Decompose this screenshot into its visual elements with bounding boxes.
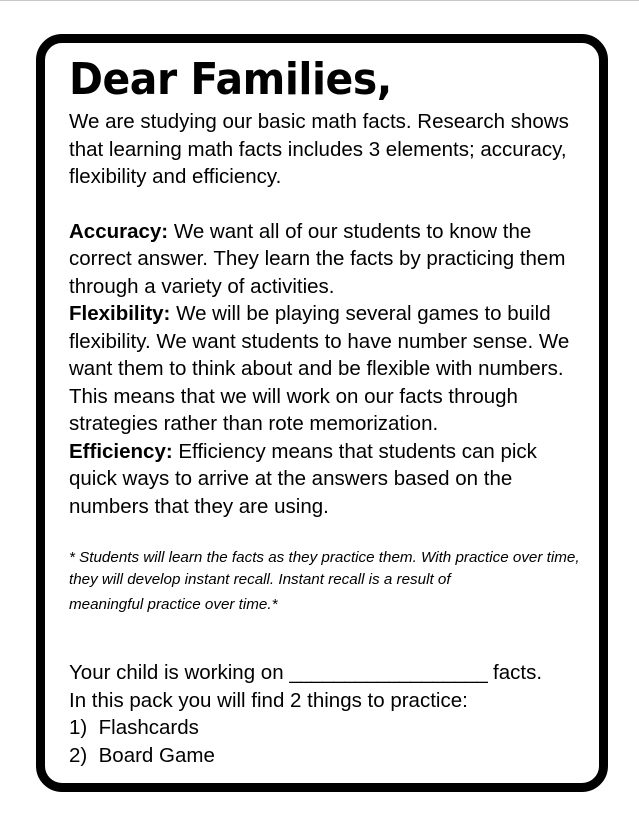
list-item: 2) Board Game [69, 744, 215, 767]
section-accuracy-label: Accuracy: [69, 219, 169, 243]
letter-frame [36, 34, 608, 792]
letter-content [69, 54, 587, 770]
working-on-line [69, 659, 587, 687]
section-accuracy-text: We want all of our students to know the correct answer. They learn the facts by practicing them through a variety of activities. [69, 219, 566, 298]
footnote-line-3: meaningful practice over time.* [69, 596, 278, 613]
section-efficiency-label: Efficiency: [69, 439, 173, 463]
section-flexibility [69, 300, 587, 438]
section-efficiency [69, 438, 587, 521]
footnote-paragraph [69, 547, 587, 618]
list-item: 1) Flashcards [69, 716, 199, 739]
paragraph-spacer [69, 191, 587, 218]
intro-paragraph: We are studying our basic math facts. Research shows that learning math facts includes 3 elements; accuracy, flexibility and efficiency. [69, 110, 569, 188]
closing-top-spacer-2 [69, 645, 587, 659]
working-on-suffix: facts. [487, 661, 543, 684]
section-flexibility-text: We will be playing several games to build flexibility. We want students to have number sense. We want them to think about and be flexible with numbers. This means that we will work on our facts through strategies rather than rote memorization. [69, 302, 570, 435]
page-title: Dear Families, [69, 54, 392, 105]
closing-top-spacer [69, 618, 587, 645]
footnote-line-1: * Students will learn the facts as they practice them. With practice [69, 549, 509, 566]
footnote-line-2: over time, they will develop instant recall. Instant recall is a result of [69, 549, 580, 588]
page-edge-hairline [0, 0, 639, 1]
section-flexibility-label: Flexibility: [69, 302, 171, 325]
fill-in-blank[interactable]: __________________ [289, 661, 488, 684]
working-on-prefix: Your child is working on [69, 661, 290, 684]
footnote-top-spacer [69, 520, 587, 547]
section-efficiency-text: Efficiency means that students can pick quick ways to arrive at the answers based on the numbers that they are using. [69, 439, 537, 518]
pack-contents-line: In this pack you will find 2 things to practice: [69, 688, 468, 712]
section-accuracy [69, 218, 587, 301]
